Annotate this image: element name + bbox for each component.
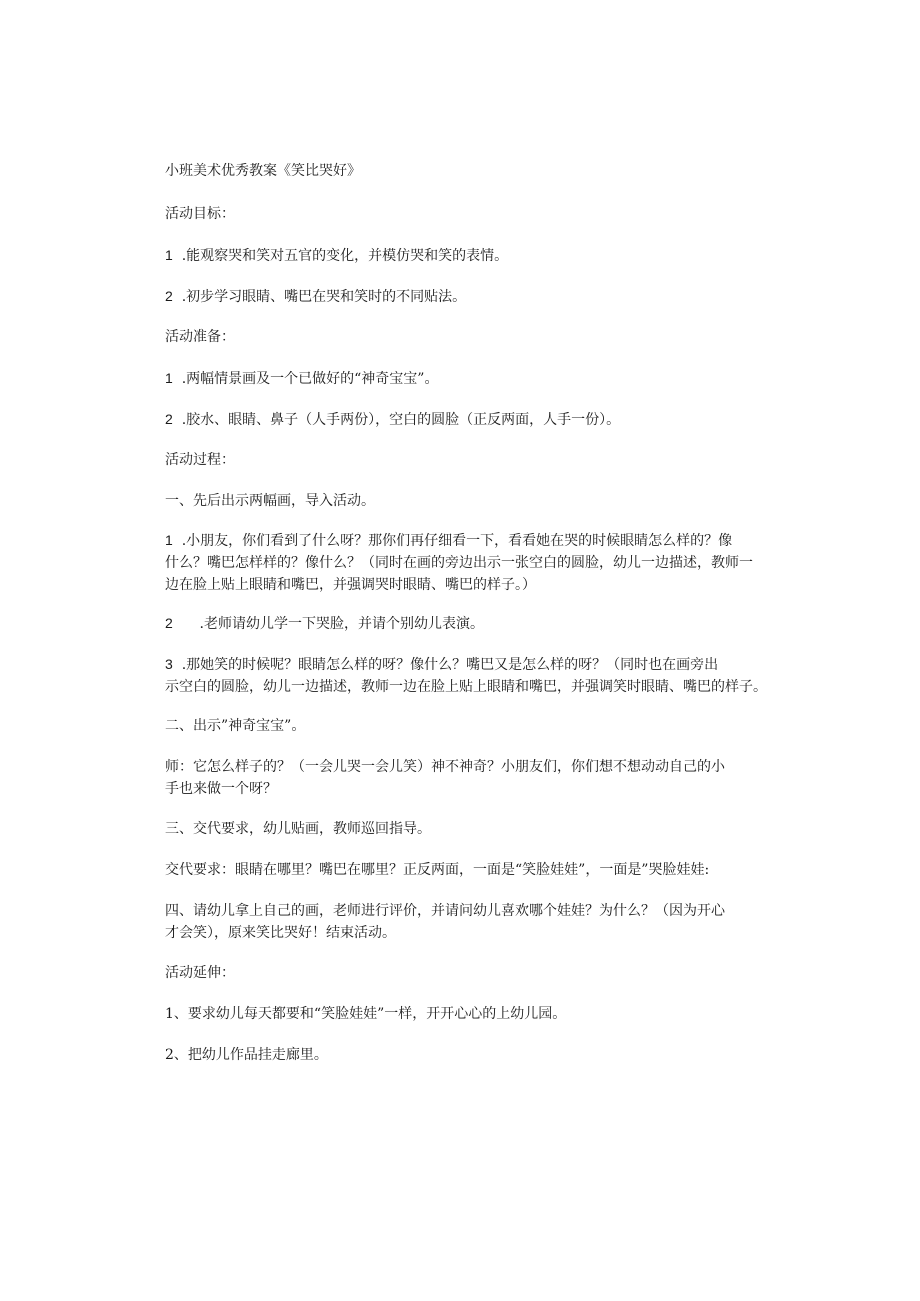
s3-line-1-text: .那她笑的时候呢？眼睛怎么样的呀？像什么？嘴巴又是怎么样的呀？（同时也在画旁出	[181, 657, 719, 673]
s1-line-1	[165, 529, 795, 552]
prep-heading: 活动准备：	[165, 329, 235, 345]
step-one-item-3	[165, 653, 795, 698]
teacher-line-1: 师：它怎么样子的？（一会儿哭一会儿笑）神不神奇？小朋友们，你们想不想动动自己的小	[165, 759, 725, 775]
prep-2-number: 2	[165, 411, 173, 427]
document-title: 小班美术优秀教案《笑比哭好》	[165, 163, 361, 179]
s1-line-3: 边在脸上贴上眼睛和嘴巴，并强调哭时眼睛、嘴巴的样子。）	[165, 577, 536, 593]
step-one-item-2	[165, 612, 484, 635]
s1-line-1-text: .小朋友，你们看到了什么呀？那你们再仔细看一下，看看她在哭的时候眼睛怎么样的？像	[181, 533, 733, 549]
prep-2-text: .胶水、眼睛、鼻子（人手两份），空白的圆脸（正反两面，人手一份）。	[181, 412, 621, 428]
s3-line-1	[165, 653, 795, 676]
step-two: 二、出示”神奇宝宝”。	[165, 718, 306, 734]
goal-1-text: .能观察哭和笑对五官的变化，并模仿哭和笑的表情。	[181, 248, 509, 264]
goal-1-number: 1	[165, 247, 173, 263]
s2-text: .老师请幼儿学一下哭脸，并请个别幼儿表演。	[199, 616, 484, 632]
s1-number: 1	[165, 532, 173, 548]
teacher-line-2: 手也来做一个呀？	[165, 781, 277, 797]
extension-item-1: 1、要求幼儿每天都要和“笑脸娃娃”一样，开开心心的上幼儿园。	[165, 1006, 567, 1022]
prep-item-1	[165, 367, 438, 390]
goal-item-1	[165, 244, 508, 267]
step-four-line-1: 四、请幼儿拿上自己的画，老师进行评价，并请问幼儿喜欢哪个娃娃？为什么？（因为开心	[165, 903, 725, 919]
goal-item-2	[165, 285, 466, 308]
step-one: 一、先后出示两幅画，导入活动。	[165, 493, 375, 509]
teacher-paragraph	[165, 756, 795, 800]
s2-number: 2	[165, 615, 173, 631]
prep-item-2	[165, 408, 620, 431]
goal-2-number: 2	[165, 288, 173, 304]
process-heading: 活动过程：	[165, 452, 235, 468]
s3-line-2: 示空白的圆脸，幼儿一边描述，教师一边在脸上贴上眼睛和嘴巴，并强调笑时眼睛、嘴巴的样子。	[165, 679, 767, 695]
s3-number: 3	[165, 656, 173, 672]
goal-2-text: .初步学习眼睛、嘴巴在哭和笑时的不同贴法。	[181, 289, 467, 305]
requirements-text: 交代要求：眼睛在哪里？嘴巴在哪里？正反两面，一面是“笑脸娃娃”，一面是”哭脸娃娃:	[165, 862, 710, 878]
goals-heading: 活动目标：	[165, 206, 235, 222]
step-one-item-1	[165, 529, 795, 596]
step-three: 三、交代要求，幼儿贴画，教师巡回指导。	[165, 821, 431, 837]
prep-1-text: .两幅情景画及一个已做好的“神奇宝宝”。	[181, 371, 439, 387]
step-four	[165, 900, 795, 944]
s1-line-2: 什么？嘴巴怎样样的？像什么？（同时在画的旁边出示一张空白的圆脸，幼儿一边描述，教师一	[165, 555, 753, 571]
step-four-line-2: 才会笑），原来笑比哭好！结束活动。	[165, 925, 396, 941]
prep-1-number: 1	[165, 370, 173, 386]
extension-item-2: 2、把幼儿作品挂走廊里。	[165, 1047, 328, 1063]
extension-heading: 活动延伸：	[165, 965, 235, 981]
